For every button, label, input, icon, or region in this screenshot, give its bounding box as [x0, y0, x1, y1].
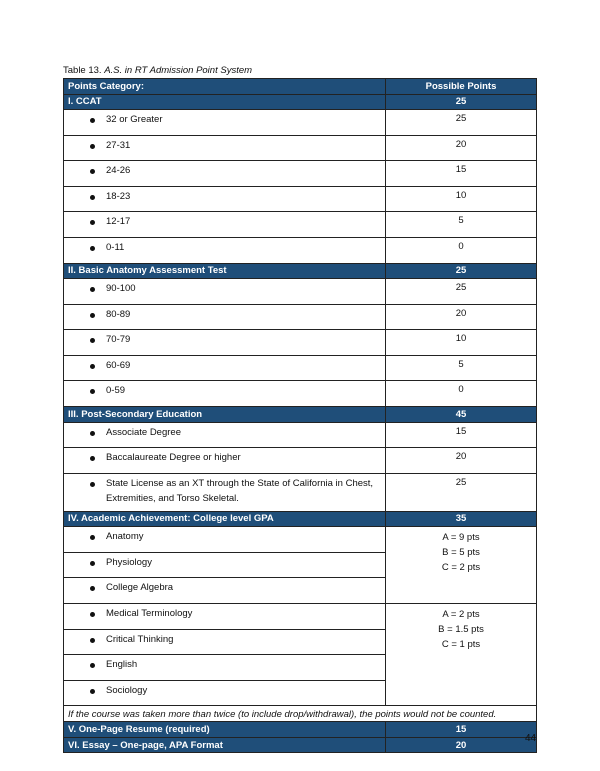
- item-label: 0-59: [106, 385, 126, 397]
- course-label: Critical Thinking: [106, 633, 174, 645]
- grade-line: C = 1 pts: [441, 639, 481, 650]
- item-label: State License as an XT through the State of California in Chest, Extremities, and Torso Skeletal.: [106, 477, 374, 504]
- table-row: [64, 237, 537, 263]
- bullet-icon: [90, 144, 95, 149]
- page-number: 44: [525, 733, 537, 744]
- bullet-icon: [90, 220, 95, 225]
- admission-points-table: [63, 78, 537, 753]
- points-value: 25: [386, 263, 537, 279]
- table-row: [64, 355, 537, 381]
- table-row: [64, 330, 537, 356]
- table-row: [64, 212, 537, 238]
- item-points: 15: [386, 422, 537, 448]
- table-row: [64, 604, 537, 630]
- item-points: 25: [386, 279, 537, 305]
- item-points: 25: [386, 473, 537, 511]
- item-points: 20: [386, 304, 537, 330]
- caption-label: Table 13.: [63, 65, 102, 76]
- table-row: [64, 527, 537, 553]
- course-label: College Algebra: [106, 582, 174, 594]
- bullet-icon: [90, 638, 95, 643]
- grade-line: A = 2 pts: [442, 609, 480, 620]
- points-value: 35: [386, 511, 537, 527]
- item-points: 10: [386, 186, 537, 212]
- bullet-icon: [90, 663, 95, 668]
- bullet-icon: [90, 246, 95, 251]
- bullet-icon: [90, 169, 95, 174]
- item-points: 15: [386, 161, 537, 187]
- course-label: English: [106, 659, 138, 671]
- item-label: 60-69: [106, 359, 131, 371]
- bullet-icon: [90, 431, 95, 436]
- item-label: 90-100: [106, 283, 136, 295]
- table-row: [64, 186, 537, 212]
- table-caption: [63, 65, 252, 76]
- item-label: 12-17: [106, 216, 131, 228]
- grade-line: B = 1.5 pts: [438, 624, 484, 635]
- table-row: [64, 304, 537, 330]
- table-row: [64, 161, 537, 187]
- item-points: 5: [386, 355, 537, 381]
- item-points: 10: [386, 330, 537, 356]
- bullet-icon: [90, 364, 95, 369]
- category-label: IV. Academic Achievement: College level GPA: [64, 511, 386, 527]
- bullet-icon: [90, 535, 95, 540]
- table-row: [64, 381, 537, 407]
- category-label: I. CCAT: [64, 94, 386, 110]
- bullet-icon: [90, 389, 95, 394]
- course-label: Sociology: [106, 684, 148, 696]
- grade-points: [386, 604, 537, 706]
- section-header: [64, 94, 537, 110]
- bullet-icon: [90, 561, 95, 566]
- table-header: [64, 79, 537, 95]
- grade-points: [386, 527, 537, 604]
- note-text: If the course was taken more than twice (to include drop/withdrawal), the points would not be counted.: [64, 706, 537, 722]
- bullet-icon: [90, 287, 95, 292]
- item-label: 18-23: [106, 190, 131, 202]
- points-value: 25: [386, 94, 537, 110]
- bullet-icon: [90, 612, 95, 617]
- category-label: V. One-Page Resume (required): [64, 722, 386, 738]
- course-label: Physiology: [106, 556, 152, 568]
- item-label: 70-79: [106, 334, 131, 346]
- section-header: [64, 407, 537, 423]
- bullet-icon: [90, 195, 95, 200]
- table-row: [64, 135, 537, 161]
- points-value: 20: [386, 737, 537, 753]
- section-header: [64, 737, 537, 753]
- bullet-icon: [90, 689, 95, 694]
- category-label: VI. Essay – One-page, APA Format: [64, 737, 386, 753]
- points-value: Possible Points: [386, 79, 537, 95]
- item-points: 20: [386, 135, 537, 161]
- item-points: 5: [386, 212, 537, 238]
- item-label: 27-31: [106, 139, 131, 151]
- course-label: Anatomy: [106, 531, 144, 543]
- course-label: Medical Terminology: [106, 608, 193, 619]
- category-label: III. Post-Secondary Education: [64, 407, 386, 423]
- table-row: [64, 279, 537, 305]
- bullet-icon: [90, 586, 95, 591]
- section-header: [64, 263, 537, 279]
- item-label: 32 or Greater: [106, 114, 163, 125]
- item-label: Associate Degree: [106, 426, 181, 438]
- item-label: 24-26: [106, 165, 131, 177]
- category-label: II. Basic Anatomy Assessment Test: [64, 263, 386, 279]
- grade-line: B = 5 pts: [442, 547, 480, 559]
- category-label: Points Category:: [64, 79, 386, 95]
- bullet-icon: [90, 482, 95, 487]
- table-row: [64, 422, 537, 448]
- bullet-icon: [90, 118, 95, 123]
- table-row: [64, 448, 537, 474]
- points-value: 15: [386, 722, 537, 738]
- bullet-icon: [90, 313, 95, 318]
- bullet-icon: [90, 338, 95, 343]
- item-label: Baccalaureate Degree or higher: [106, 452, 241, 464]
- grade-line: C = 2 pts: [441, 562, 481, 574]
- section-header: [64, 722, 537, 738]
- note-row: [64, 706, 537, 722]
- bullet-icon: [90, 456, 95, 461]
- item-points: 20: [386, 448, 537, 474]
- item-points: 0: [386, 237, 537, 263]
- points-value: 45: [386, 407, 537, 423]
- item-label: 0-11: [106, 241, 125, 253]
- item-label: 80-89: [106, 308, 131, 320]
- caption-title: A.S. in RT Admission Point System: [104, 65, 253, 76]
- item-points: 25: [386, 110, 537, 136]
- table-row: [64, 110, 537, 136]
- table-row: [64, 473, 537, 511]
- grade-line: A = 9 pts: [442, 532, 480, 544]
- section-header: [64, 511, 537, 527]
- item-points: 0: [386, 381, 537, 407]
